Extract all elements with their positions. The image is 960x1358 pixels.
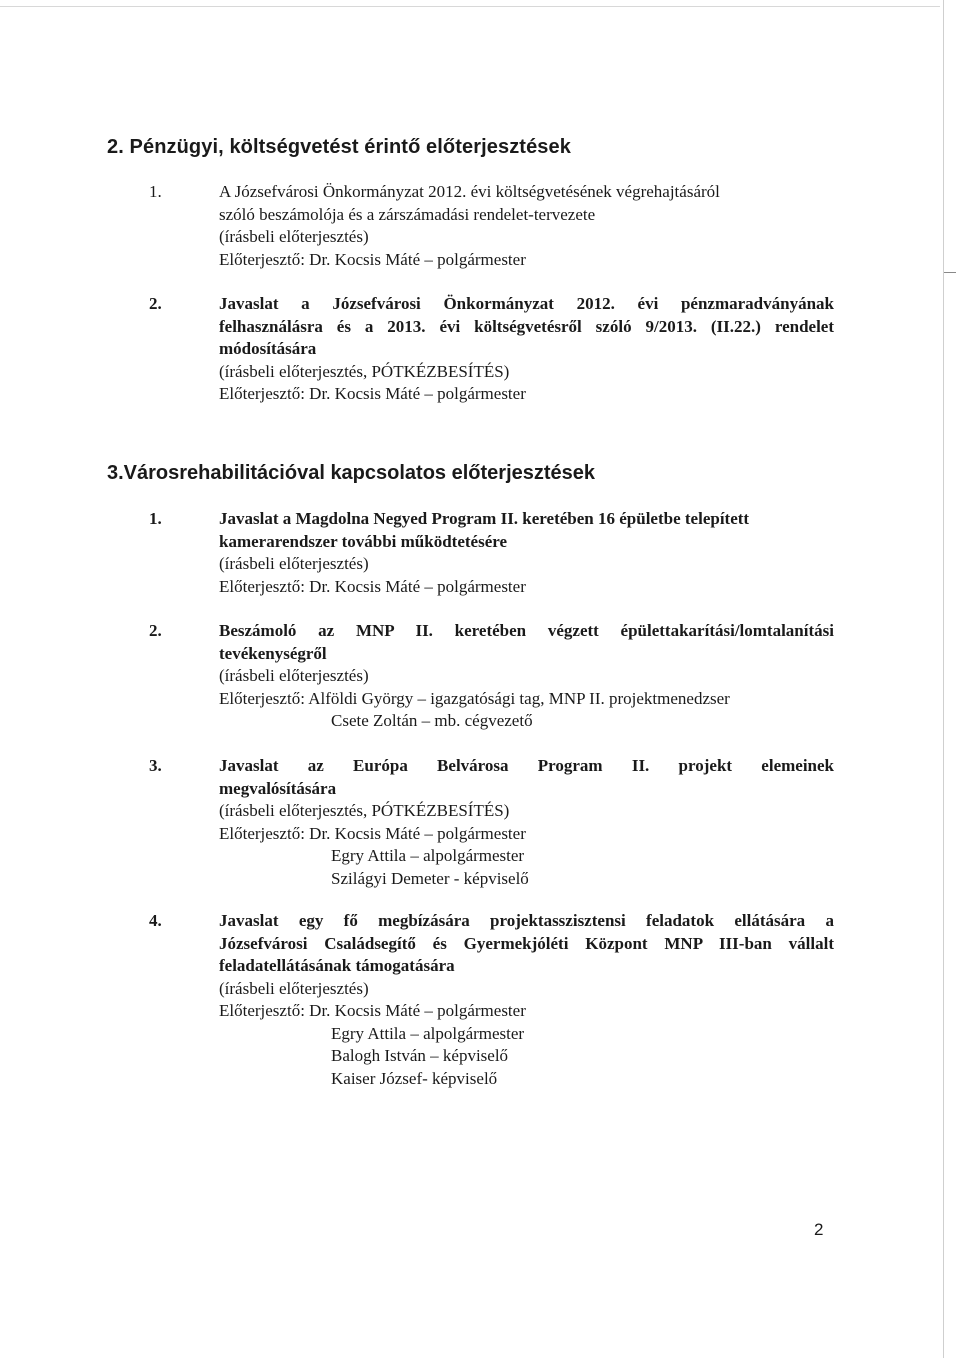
section-heading: 2. Pénzügyi, költségvetést érintő előterjesztések: [107, 136, 571, 158]
item-presenter: Előterjesztő: Dr. Kocsis Máté – polgármester: [219, 249, 526, 269]
item-presenter: Szilágyi Demeter - képviselő: [331, 868, 529, 888]
item-presenter: Előterjesztő: Dr. Kocsis Máté – polgármester: [219, 1001, 526, 1020]
item-title-line: A Józsefvárosi Önkormányzat 2012. évi költségvetésének végrehajtásáról: [219, 182, 720, 201]
item-title-line: megvalósítására: [219, 778, 337, 798]
item-note: (írásbeli előterjesztés): [219, 978, 369, 998]
section-heading: 3.Városrehabilitációval kapcsolatos előterjesztések: [107, 462, 596, 484]
scan-edge-right: [943, 0, 944, 1358]
scan-edge-mark: [944, 272, 956, 273]
item-title-line: Józsefvárosi Családsegítő és Gyermekjóléti Központ MNP III-ban vállalt: [219, 933, 834, 953]
scan-edge-top: [0, 6, 940, 7]
item-note: (írásbeli előterjesztés, PÓTKÉZBESÍTÉS): [219, 361, 510, 381]
item-title-line: Javaslat egy fő megbízására projektasszisztensi feladatok ellátására a: [219, 911, 834, 930]
item-presenter: Előterjesztő: Alföldi György – igazgatósági tag, MNP II. projektmenedzser: [219, 688, 730, 708]
item-number: 1.: [149, 509, 162, 528]
item-body: [219, 508, 834, 598]
item-note: (írásbeli előterjesztés): [219, 227, 369, 246]
item-presenter: Egry Attila – alpolgármester: [331, 1023, 525, 1043]
item-title-line: Javaslat a Józsefvárosi Önkormányzat 2012. évi pénzmaradványának: [219, 294, 834, 313]
item-presenter: Csete Zoltán – mb. cégvezető: [331, 711, 533, 730]
item-presenter: Előterjesztő: Dr. Kocsis Máté – polgármester: [219, 576, 526, 596]
item-body: [219, 620, 834, 733]
item-presenter: Előterjesztő: Dr. Kocsis Máté – polgármester: [219, 823, 526, 843]
item-number: 3.: [149, 756, 162, 775]
item-number: 1.: [149, 182, 162, 201]
item-presenter: Egry Attila – alpolgármester: [331, 846, 525, 865]
item-title-line: feladatellátásának támogatására: [219, 956, 455, 975]
item-title-line: Javaslat az Európa Belvárosa Program II. projekt elemeinek: [219, 756, 834, 775]
item-number: 2.: [149, 294, 162, 313]
item-presenter: Balogh István – képviselő: [331, 1046, 509, 1065]
item-body: [219, 910, 834, 1090]
item-title-line: Javaslat a Magdolna Negyed Program II. keretében 16 épületbe telepített: [219, 509, 750, 528]
item-note: (írásbeli előterjesztés): [219, 666, 369, 685]
item-number: 4.: [149, 911, 162, 930]
item-presenter: Kaiser József- képviselő: [331, 1068, 498, 1088]
page-number: 2: [814, 1220, 824, 1239]
item-title-line: felhasználásra és a 2013. évi költségvetésről szóló 9/2013. (II.22.) rendelet: [219, 316, 834, 336]
item-title-line: módosítására: [219, 339, 317, 358]
item-note: (írásbeli előterjesztés, PÓTKÉZBESÍTÉS): [219, 801, 510, 820]
item-body: [219, 755, 834, 890]
item-note: (írásbeli előterjesztés): [219, 554, 369, 573]
item-title-line: kamerarendszer további működtetésére: [219, 531, 508, 551]
item-presenter: Előterjesztő: Dr. Kocsis Máté – polgármester: [219, 384, 526, 403]
item-title-line: szóló beszámolója és a zárszámadási rendelet-tervezete: [219, 204, 596, 224]
item-body: [219, 181, 834, 271]
item-title-line: Beszámoló az MNP II. keretében végzett épülettakarítási/lomtalanítási: [219, 621, 834, 640]
item-body: [219, 293, 834, 406]
item-title-line: tevékenységről: [219, 643, 327, 663]
item-number: 2.: [149, 621, 162, 640]
